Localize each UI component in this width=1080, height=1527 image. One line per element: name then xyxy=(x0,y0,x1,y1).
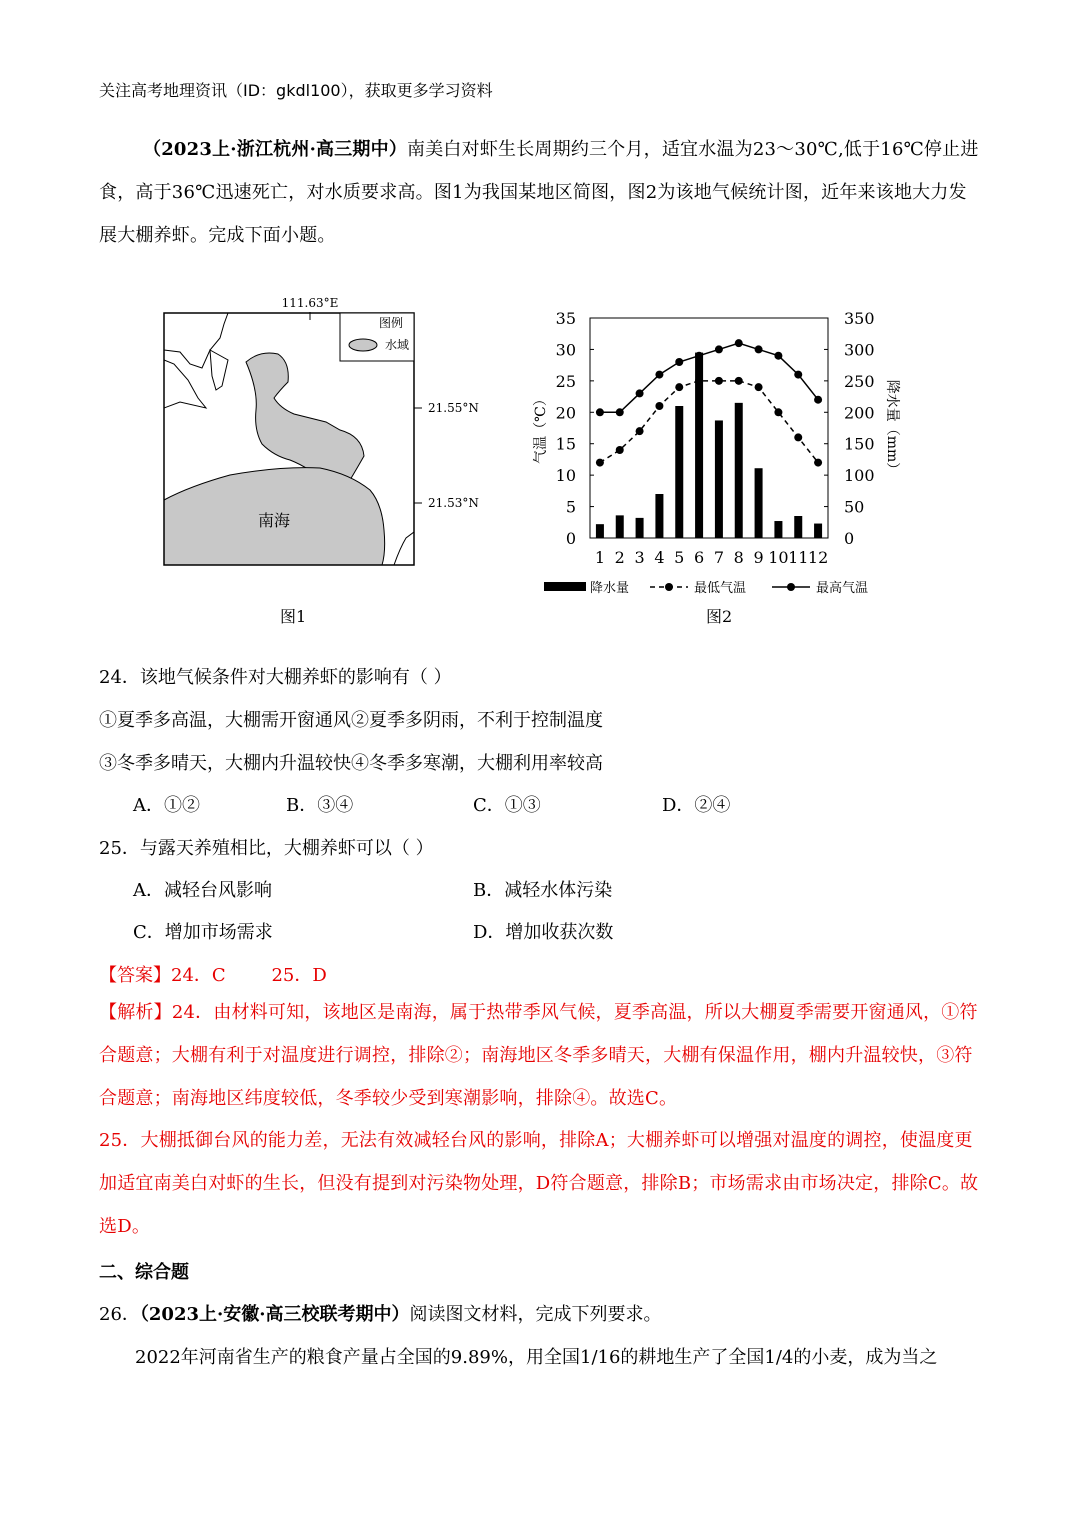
y-axis-right-title: 降水量（mm） xyxy=(884,379,900,477)
right-tick-label: 50 xyxy=(844,497,865,517)
q24-option-c[interactable]: C．①③ xyxy=(473,795,541,816)
x-tick-label: 8 xyxy=(733,548,744,567)
legend-min-label: 最低气温 xyxy=(694,581,747,596)
max-temp-point xyxy=(755,345,763,353)
q26-source: （2023上·安徽·高三校联考期中） xyxy=(139,1304,410,1325)
q26-stem xyxy=(99,1300,662,1326)
legend-max-label: 最高气温 xyxy=(816,581,869,596)
intro-source: （2023上·浙江杭州·高三期中） xyxy=(143,139,408,160)
x-tick-label: 6 xyxy=(693,548,705,567)
precip-bar xyxy=(735,403,743,538)
q26-paragraph: 2022年河南省生产的粮食产量占全国的9.89%，用全国1/16的耕地生产了全国1/4的小麦，成为当之 xyxy=(135,1347,938,1368)
legend-precip-swatch xyxy=(544,582,586,591)
max-temp-point xyxy=(794,371,802,379)
x-tick-label: 9 xyxy=(753,548,764,567)
intro-text: 南美白对虾生长周期约三个月，适宜水温为23～30℃,低于16℃停止进食，高于36℃迅速死亡，对水质要求高。图1为我国某地区简图，图2为该地气候统计图，近年来该地大力发展大棚养虾。完成下面小题。 xyxy=(99,139,979,246)
q25-option-b[interactable]: B．减轻水体污染 xyxy=(473,880,613,901)
min-temp-point xyxy=(636,427,644,435)
right-tick-label: 0 xyxy=(844,529,855,548)
max-temp-point xyxy=(616,408,624,416)
q24-option-d[interactable]: D．②④ xyxy=(662,795,731,816)
right-tick-label: 200 xyxy=(844,403,875,423)
left-tick-label: 30 xyxy=(555,340,576,360)
plot-frame xyxy=(590,318,828,538)
max-temp-point xyxy=(774,352,782,360)
legend-item: 水域 xyxy=(385,338,410,352)
right-tick-label: 100 xyxy=(844,466,875,486)
precip-bar xyxy=(655,494,663,538)
max-temp-point xyxy=(814,396,822,404)
answer-line xyxy=(99,961,327,987)
answer-tag: 【答案】 xyxy=(99,965,171,986)
precip-bar xyxy=(636,518,644,538)
intro-paragraph xyxy=(99,128,983,257)
q25-option-c[interactable]: C．增加市场需求 xyxy=(133,922,273,943)
right-tick-label: 150 xyxy=(844,434,875,454)
map-lat-bottom: 21.53°N xyxy=(428,496,479,510)
min-temp-point xyxy=(735,377,743,385)
max-temp-point xyxy=(675,358,683,366)
q24-line2: ③冬季多晴天，大棚内升温较快④冬季多寒潮，大棚利用率较高 xyxy=(99,753,603,774)
max-temp-point xyxy=(715,345,723,353)
min-temp-point xyxy=(596,459,604,467)
legend-precip-label: 降水量 xyxy=(590,581,630,596)
max-temp-point xyxy=(735,339,743,347)
x-tick-label: 12 xyxy=(807,548,829,567)
min-temp-point xyxy=(774,408,782,416)
max-temp-point xyxy=(695,352,703,360)
min-temp-point xyxy=(794,433,802,441)
q24-stem: 24．该地气候条件对大棚养虾的影响有（ ） xyxy=(99,667,452,688)
legend-title: 图例 xyxy=(378,316,404,330)
page-header: 关注高考地理资讯（ID：gkdl100），获取更多学习资料 xyxy=(99,81,493,100)
x-tick-label: 5 xyxy=(674,548,685,567)
left-tick-label: 35 xyxy=(555,309,576,328)
analysis-tag: 【解析】 xyxy=(99,1002,172,1023)
q24-option-b[interactable]: B．③④ xyxy=(286,795,354,816)
q25-option-a[interactable]: A．减轻台风影响 xyxy=(133,880,272,901)
q24-option-a[interactable]: A．①② xyxy=(133,795,200,816)
y-axis-left-title: 气温（℃） xyxy=(533,392,549,464)
figure-1-caption: 图1 xyxy=(280,607,307,626)
q25-option-d[interactable]: D．增加收获次数 xyxy=(473,922,614,943)
max-temp-point xyxy=(655,371,663,379)
min-temp-line xyxy=(600,381,818,463)
sea-label: 南海 xyxy=(257,511,291,530)
min-temp-point xyxy=(616,446,624,454)
map-lat-top: 21.55°N xyxy=(428,401,479,415)
precip-bar xyxy=(675,406,683,538)
figure-2-caption: 图2 xyxy=(706,607,733,626)
right-tick-label: 350 xyxy=(844,309,875,328)
min-temp-point xyxy=(715,377,723,385)
figure-1-map xyxy=(150,290,490,630)
min-temp-point xyxy=(655,402,663,410)
min-temp-point xyxy=(695,377,703,385)
precip-bar xyxy=(616,515,624,538)
answer-text: 24．C 25．D xyxy=(171,965,327,986)
left-tick-label: 5 xyxy=(565,497,576,517)
map-longitude-label: 111.63°E xyxy=(281,296,339,310)
x-tick-label: 10 xyxy=(768,548,789,567)
x-tick-label: 3 xyxy=(634,548,645,567)
q26-num: 26． xyxy=(99,1304,140,1325)
q25-stem: 25．与露天养殖相比，大棚养虾可以（ ） xyxy=(99,838,434,859)
figure-2-climate-chart xyxy=(520,298,900,602)
section-title: 二、综合题 xyxy=(99,1262,189,1283)
left-tick-label: 0 xyxy=(565,529,576,548)
min-temp-point xyxy=(814,459,822,467)
analysis-24-text: 24．由材料可知，该地区是南海，属于热带季风气候，夏季高温，所以大棚夏季需要开窗通风，①符合题意；大棚有利于对温度进行调控，排除②；南海地区冬季多晴天，大棚有保温作用，棚内升温较快，③符合题意；南海地区纬度较低，冬季较少受到寒潮影响，排除④。故选C。 xyxy=(99,1002,978,1109)
q24-line1: ①夏季多高温，大棚需开窗通风②夏季多阴雨，不利于控制温度 xyxy=(99,710,603,731)
legend-max-marker xyxy=(787,583,795,591)
precip-bar xyxy=(596,524,604,538)
min-temp-point xyxy=(675,383,683,391)
max-temp-point xyxy=(636,389,644,397)
legend-water-icon xyxy=(349,339,377,351)
left-tick-label: 15 xyxy=(555,434,576,454)
x-tick-label: 7 xyxy=(713,548,725,567)
analysis-25: 25．大棚抵御台风的能力差，无法有效减轻台风的影响，排除A；大棚养虾可以增强对温度的调控，使温度更加适宜南美白对虾的生长，但没有提到对污染物处理，D符合题意，排除B；市场需求由市场决定，排除C。故选D。 xyxy=(99,1130,979,1237)
max-temp-point xyxy=(596,408,604,416)
precip-bar xyxy=(715,420,723,538)
right-tick-label: 300 xyxy=(844,340,875,360)
left-tick-label: 20 xyxy=(555,403,576,423)
x-tick-label: 11 xyxy=(788,548,809,567)
right-tick-label: 250 xyxy=(844,371,875,391)
analysis-24 xyxy=(99,991,983,1120)
left-tick-label: 10 xyxy=(555,466,576,486)
q26-text: 阅读图文材料，完成下列要求。 xyxy=(409,1304,662,1325)
precip-bar xyxy=(794,516,802,538)
x-tick-label: 4 xyxy=(654,548,665,567)
precip-bar xyxy=(814,524,822,538)
precip-bar xyxy=(755,468,763,538)
precip-bar xyxy=(774,521,782,538)
min-temp-point xyxy=(755,383,763,391)
left-tick-label: 25 xyxy=(555,371,576,391)
x-tick-label: 2 xyxy=(614,548,625,567)
legend-min-marker xyxy=(665,583,673,591)
max-temp-line xyxy=(600,343,818,412)
x-tick-label: 1 xyxy=(594,548,606,567)
